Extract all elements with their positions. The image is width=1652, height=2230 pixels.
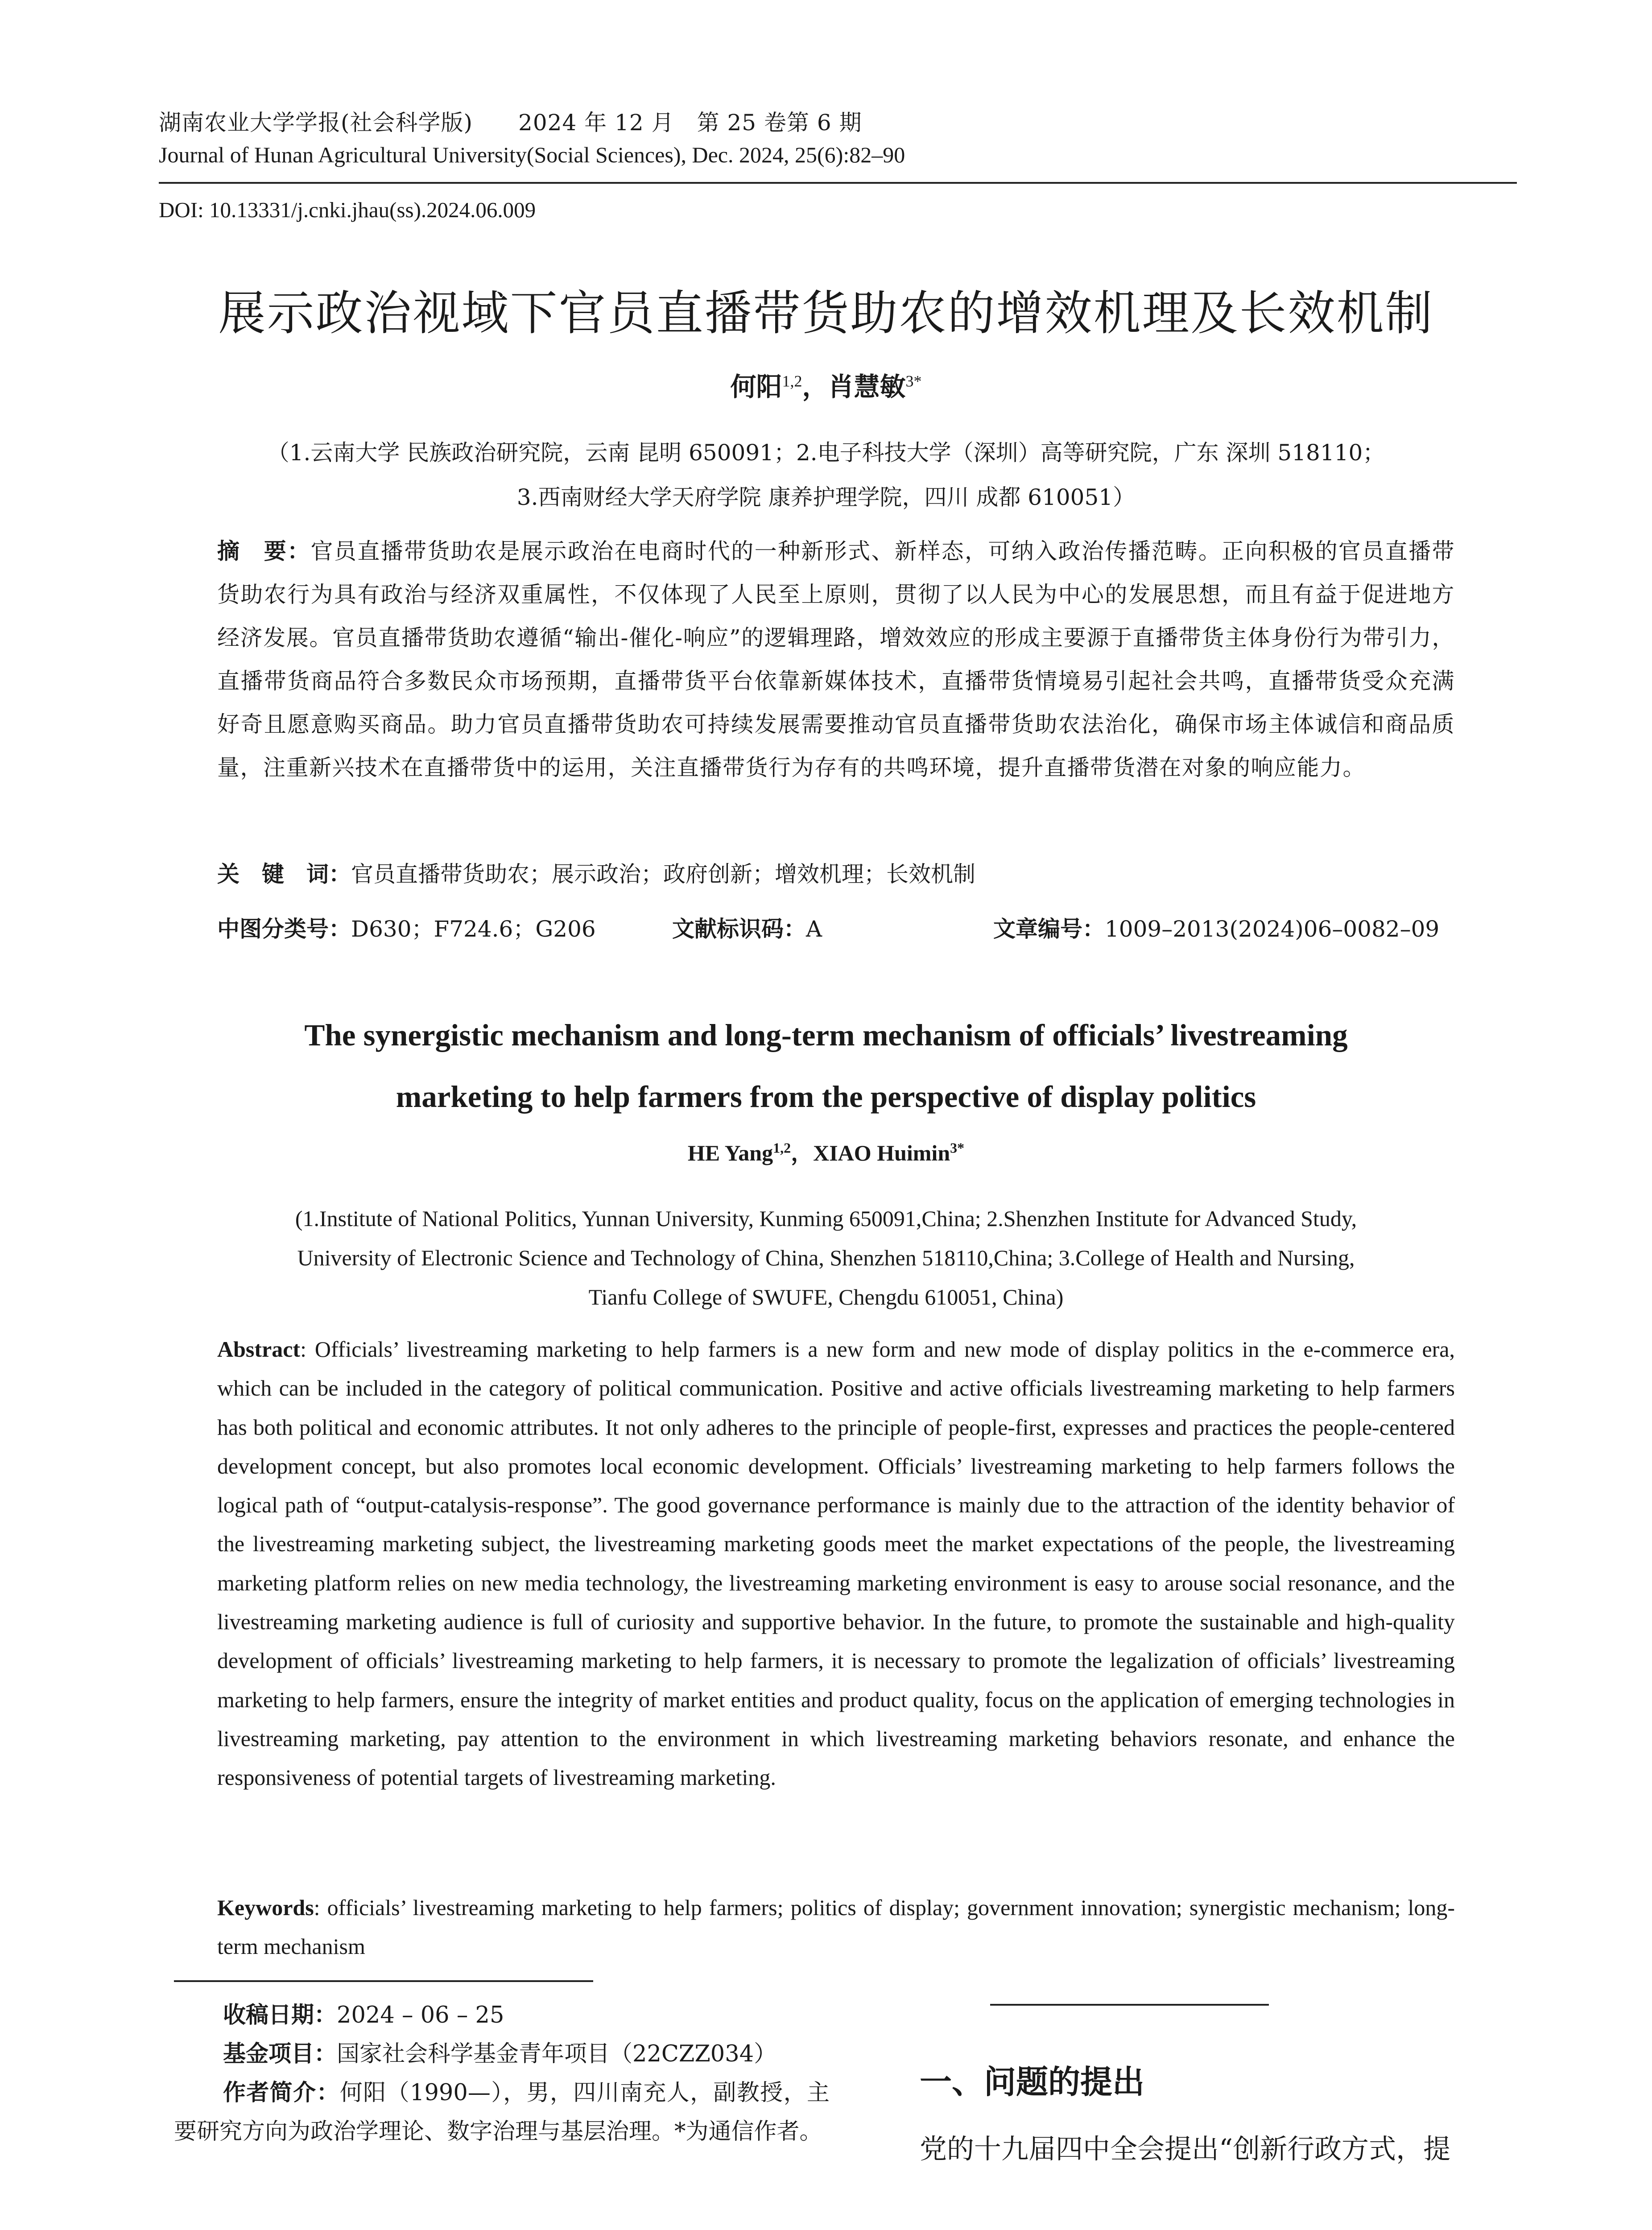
affiliations-en [0,1199,1652,1317]
author-name: HE Yang [687,1140,773,1165]
abstract-en-label: Abstract [217,1337,301,1362]
journal-header-zh: 湖南农业大学学报(社会科学版) 2024 年 12 月 第 25 卷第 6 期 [159,110,862,136]
column-divider [990,2004,1269,2006]
journal-header-en: Journal of Hunan Agricultural University(Social Sciences), Dec. 2024, 25(6):82–90 [159,142,905,167]
author-name: 肖慧敏 [828,372,906,402]
clc-number: 中图分类号：D630；F724.6；G206 [217,916,596,942]
abstract-zh [217,530,1455,789]
abstract-en [217,1330,1455,1797]
title-en-line: marketing to help farmers from the perspective of display politics [396,1080,1256,1114]
affiliation-line: (1.Institute of National Politics, Yunnan University, Kunming 650091,China; 2.Shenzhen Institute for Advanced Study, [295,1206,1357,1231]
paper-title-zh: 展示政治视域下官员直播带货助农的增效机理及长效机制 [218,286,1434,341]
title-en-line: The synergistic mechanism and long-term mechanism of officials’ livestreaming [304,1018,1348,1052]
author-affiliation-mark: 3* [950,1140,965,1156]
article-number: 文章编号：1009–2013(2024)06–0082–09 [993,916,1440,942]
keywords-en-text: : officials’ livestreaming marketing to help farmers; politics of display; government innovation; synergistic mechanism; long-term mechanism [217,1895,1455,1959]
document-code: 文献标识码：A [672,916,822,942]
affiliation-line: 3.西南财经大学天府学院 康养护理学院，四川 成都 610051） [516,484,1136,510]
clc-value: D630；F724.6；G206 [351,916,596,942]
received-date-value: 2024 – 06 – 25 [337,2002,504,2028]
document-code-value: A [806,916,822,942]
section-body-text: 党的十九届四中全会提出“创新行政方式，提 [920,2133,1451,2165]
author-affiliation-mark: 1,2 [773,1140,791,1156]
author-affiliation-mark: 1,2 [782,372,802,390]
keywords-zh-text: 官员直播带货助农；展示政治；政府创新；增效机理；长效机制 [351,861,975,887]
classification-line [217,911,1455,943]
authors-zh [0,366,1652,403]
affiliation-line: （1.云南大学 民族政治研究院，云南 昆明 650091；2.电子科技大学（深圳）高等研究院，广东 深圳 518110； [267,440,1385,466]
author-name: 何阳 [730,372,782,402]
keywords-en [217,1888,1455,1966]
author-name: XIAO Huimin [813,1140,950,1165]
affiliation-line: University of Electronic Science and Technology of China, Shenzhen 518110,China; 3.College of Health and Nursing, [297,1245,1355,1270]
author-bio-value: 何阳（1990—），男，四川南充人，副教授，主要研究方向为政治学理论、数字治理与基层治理。*为通信作者。 [174,2080,830,2145]
authors-en [0,1135,1652,1167]
author-separator: ， [802,372,828,402]
keywords-en-label: Keywords [217,1895,314,1920]
abstract-zh-label: 摘 要： [217,538,311,564]
footnote-divider [174,1980,593,1982]
paper-title-en [0,1004,1652,1127]
keywords-zh [217,856,1455,888]
doi: DOI: 10.13331/j.cnki.jhau(ss).2024.06.009 [159,198,536,222]
funding-value: 国家社会科学基金青年项目（22CZZ034） [337,2041,777,2067]
author-separator: ， [791,1140,814,1165]
section-heading: 一、问题的提出 [920,2063,1145,2101]
affiliations-zh [0,430,1652,520]
keywords-zh-label: 关 键 词： [217,861,351,887]
footnote-received-date: 收稿日期：2024 – 06 – 25 [223,2002,504,2028]
affiliation-line: Tianfu College of SWUFE, Chengdu 610051, China) [588,1284,1064,1309]
abstract-en-text: : Officials’ livestreaming marketing to help farmers is a new form and new mode of display politics in the e-commerce era, which can be included in the category of political communication. Positive and active officials livestreaming marketing to help farmers has both political and economic attributes. It not only adheres to the principle of people-first, expresses and practices the people-centered development concept, but also promotes local economic development. Officials’ livestreaming marketing to help farmers follows the logical path of “output-catalysis-response”. The good governance performance is mainly due to the attraction of the identity behavior of the livestreaming marketing subject, the livestreaming marketing goods meet the market expectations of the people, the livestreaming marketing platform relies on new media technology, the livestreaming marketing environment is easy to arouse social resonance, and the livestreaming marketing audience is full of curiosity and supportive behavior. In the future, to promote the sustainable and high-quality development of officials’ livestreaming marketing to help farmers, it is necessary to promote the legalization of officials’ livestreaming marketing to help farmers, ensure the integrity of market entities and product quality, focus on the application of emerging technologies in livestreaming marketing, pay attention to the environment in which livestreaming marketing behaviors resonate, and enhance the responsiveness of potential targets of livestreaming marketing. [217,1337,1455,1790]
author-affiliation-mark: 3* [905,372,922,390]
header-divider [159,182,1517,184]
abstract-zh-text: 官员直播带货助农是展示政治在电商时代的一种新形式、新样态，可纳入政治传播范畴。正向积极的官员直播带货助农行为具有政治与经济双重属性，不仅体现了人民至上原则，贯彻了以人民为中心的发展思想，而且有益于促进地方经济发展。官员直播带货助农遵循“输出-催化-响应”的逻辑理路，增效效应的形成主要源于直播带货主体身份行为带引力，直播带货商品符合多数民众市场预期，直播带货平台依靠新媒体技术，直播带货情境易引起社会共鸣，直播带货受众充满好奇且愿意购买商品。助力官员直播带货助农可持续发展需要推动官员直播带货助农法治化，确保市场主体诚信和商品质量，注重新兴技术在直播带货中的运用，关注直播带货行为存有的共鸣环境，提升直播带货潜在对象的响应能力。 [217,538,1455,780]
article-number-value: 1009–2013(2024)06–0082–09 [1105,916,1440,942]
footnote-funding: 基金项目：国家社会科学基金青年项目（22CZZ034） [223,2041,777,2067]
footnote-author-bio: 作者简介：何阳（1990—），男，四川南充人，副教授，主要研究方向为政治学理论、数字治理与基层治理。*为通信作者。 [174,2080,830,2145]
